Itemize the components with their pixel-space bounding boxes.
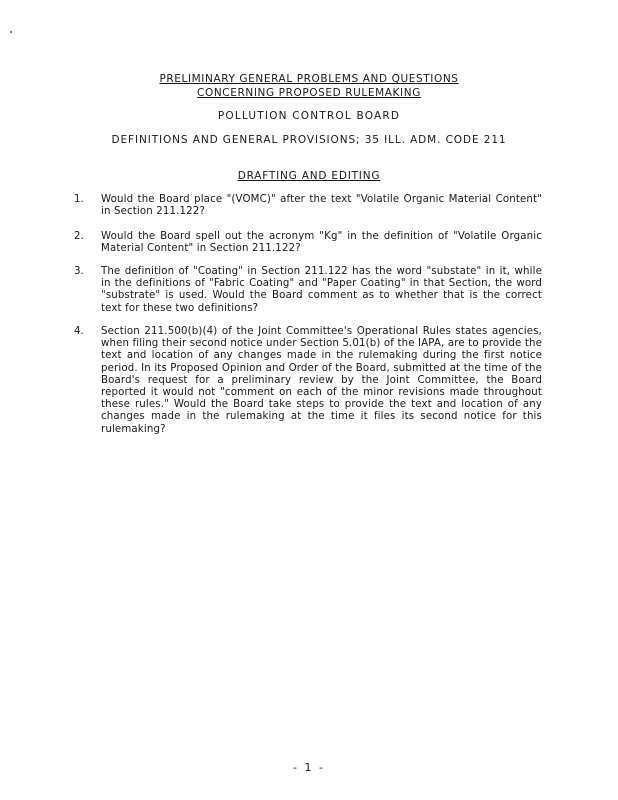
title-line-2: CONCERNING PROPOSED RULEMAKING bbox=[197, 87, 421, 99]
scan-speck bbox=[10, 31, 12, 33]
question-text: Would the Board spell out the acronym "Kg" in the definition of "Volatile Organic Material Content" in Section 211.122? bbox=[101, 231, 542, 255]
question-number: 4. bbox=[74, 326, 84, 337]
rule-subject: DEFINITIONS AND GENERAL PROVISIONS; 35 ILL. ADM. CODE 211 bbox=[111, 134, 507, 146]
question-number: 2. bbox=[74, 231, 84, 242]
question-number: 1. bbox=[74, 194, 84, 205]
question-text: Would the Board place "(VOMC)" after the text "Volatile Organic Material Content" in Section 211.122? bbox=[101, 194, 542, 218]
question-number: 3. bbox=[74, 266, 84, 277]
question-text: The definition of "Coating" in Section 211.122 has the word "substate" in it, while in the definitions of "Fabric Coating" and "Paper Coating" in that Section, the word "substrate" is used. Would the Board comment as to whether that is the correct text for these two definitions? bbox=[101, 266, 542, 314]
title-line-1: PRELIMINARY GENERAL PROBLEMS AND QUESTIONS bbox=[159, 73, 459, 85]
question-text: Section 211.500(b)(4) of the Joint Committee's Operational Rules states agencies, when filing their second notice under Section 5.01(b) of the IAPA, are to provide the text and location of any changes made in the rulemaking during the first notice period. In its Proposed Opinion and Order of the Board, submitted at the time of the Board's request for a preliminary review by the Joint Committee, the Board reported it would not "comment on each of the minor revisions made throughout these rules." Would the Board take steps to provide the text and location of any changes made in the rulemaking at the time it files its second notice for this rulemaking? bbox=[101, 326, 542, 435]
section-heading: DRAFTING AND EDITING bbox=[237, 170, 381, 182]
page-number: - 1 - bbox=[293, 761, 325, 774]
board-name: POLLUTION CONTROL BOARD bbox=[217, 110, 401, 122]
